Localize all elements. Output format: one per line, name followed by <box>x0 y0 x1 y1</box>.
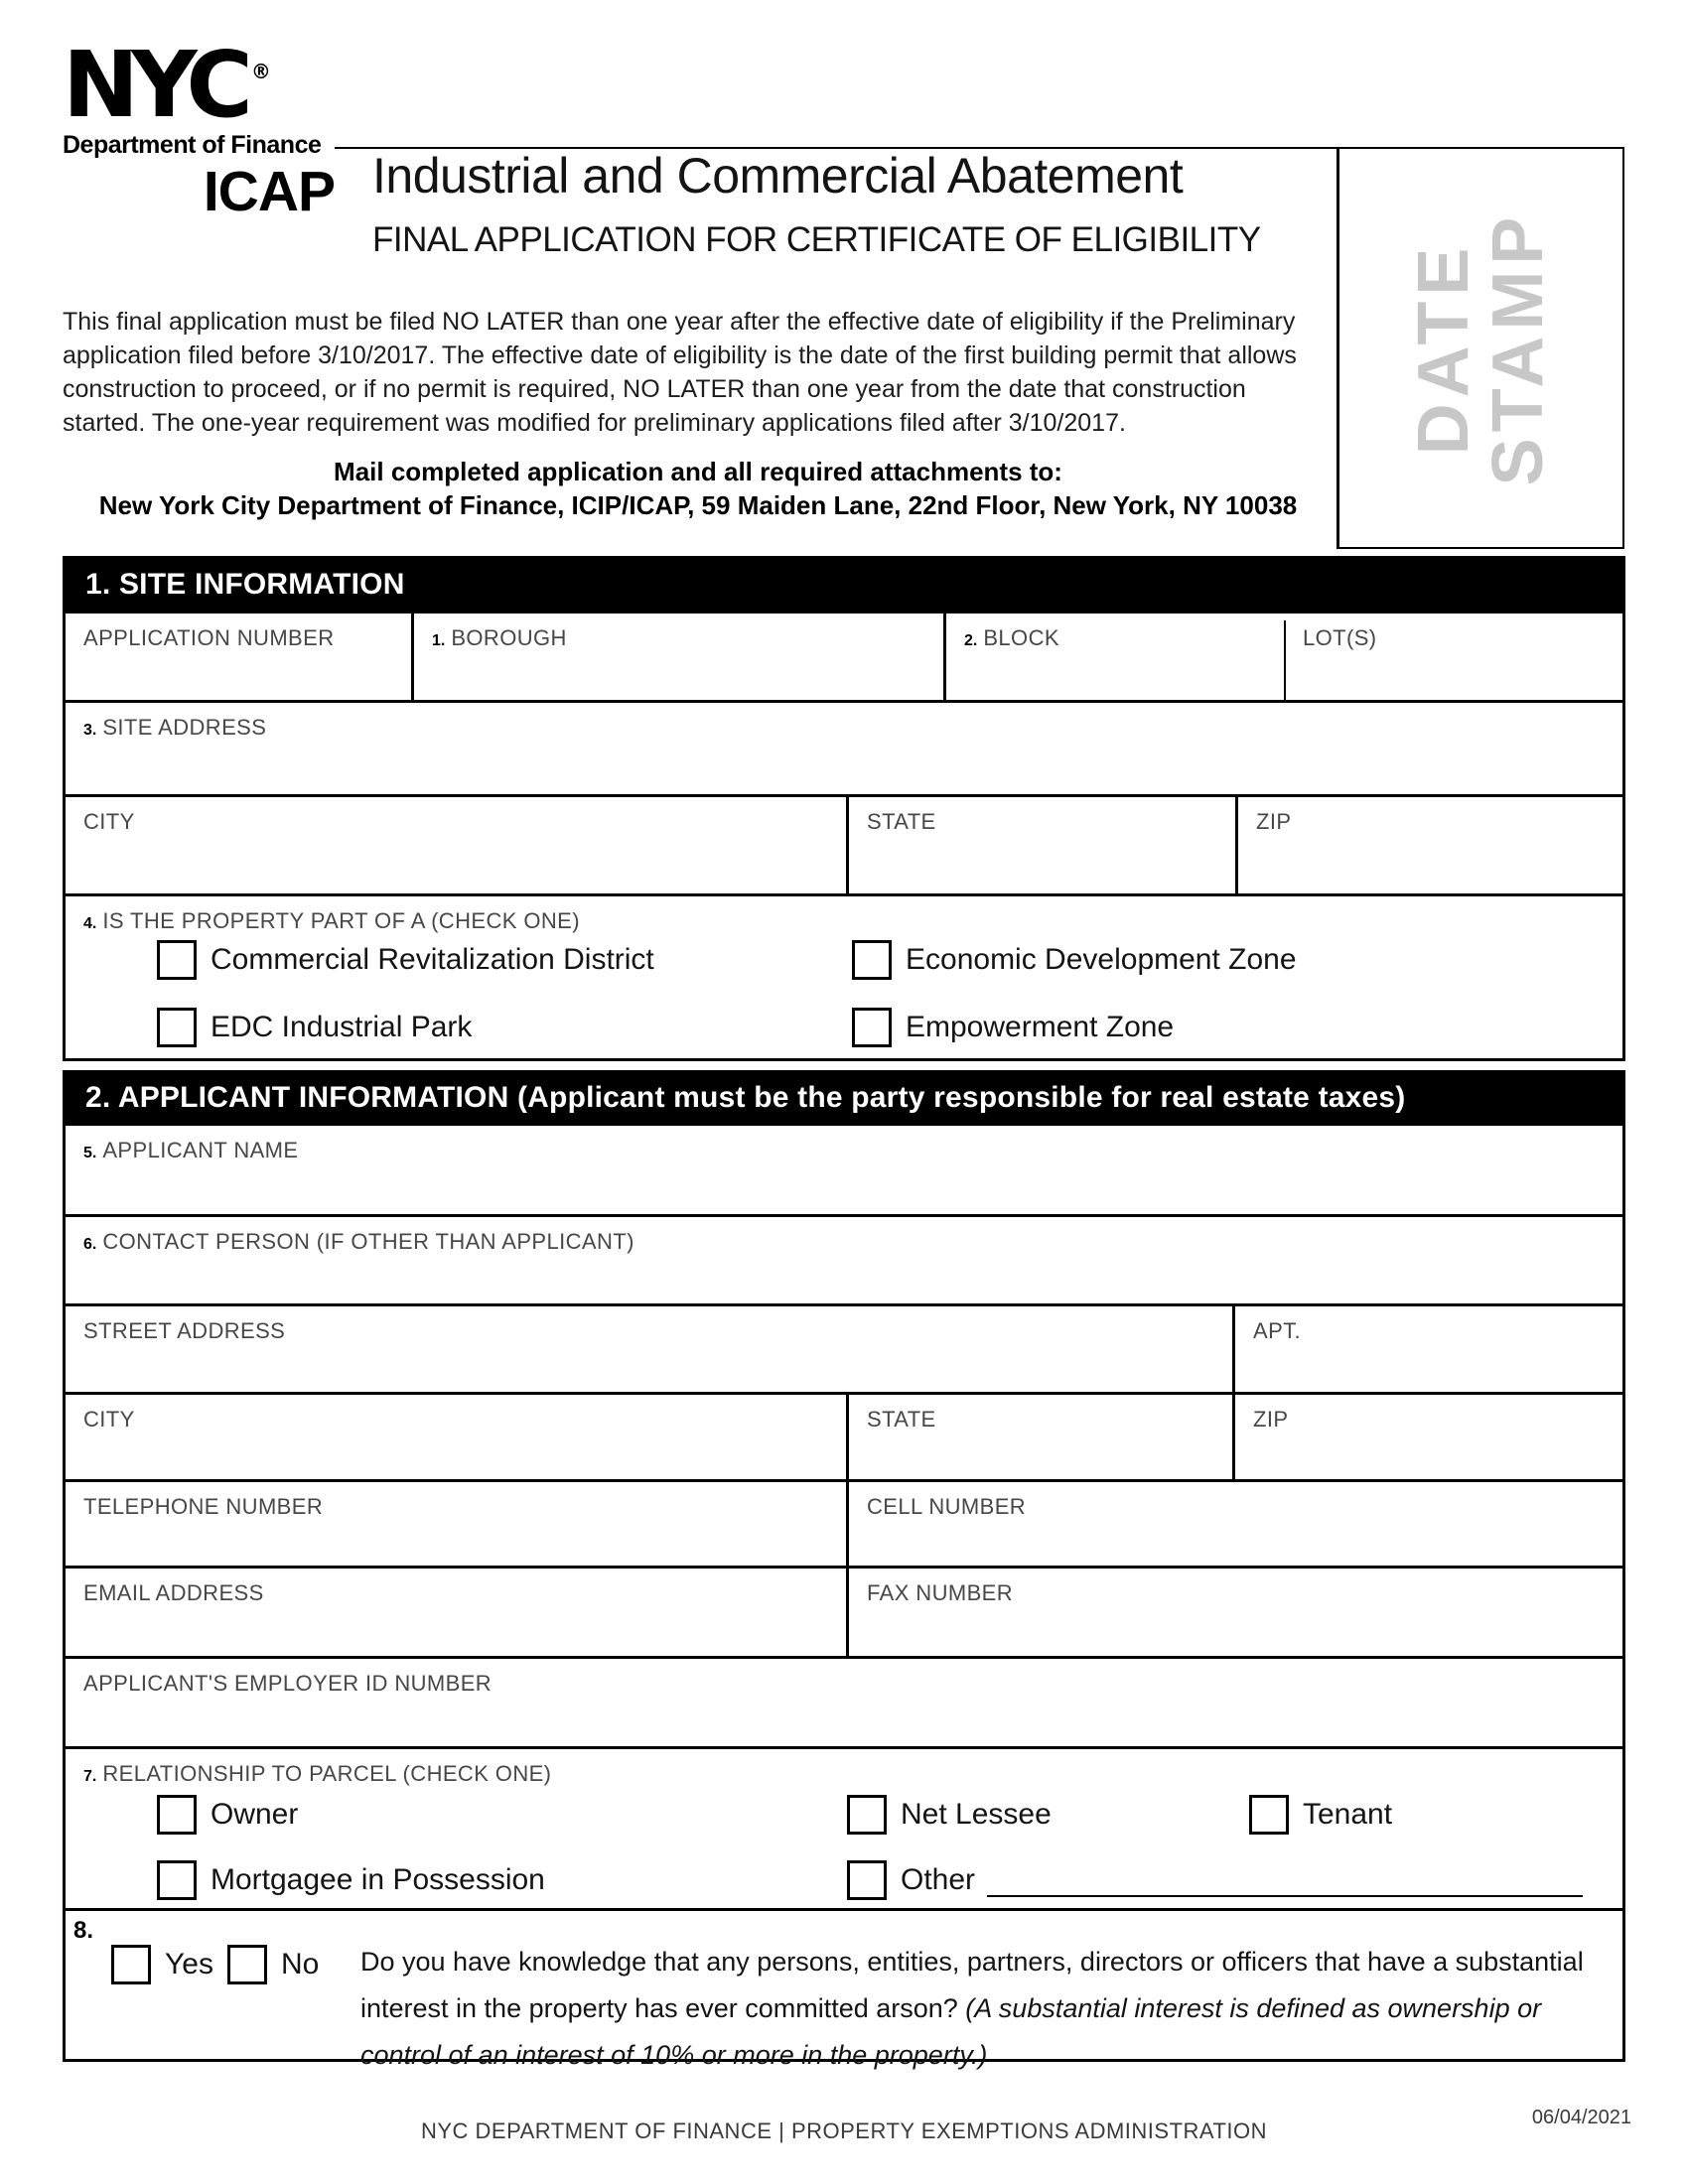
field-applicant-name[interactable] <box>66 1126 1622 1214</box>
nyc-logo-text: NYC <box>63 32 245 138</box>
contact-person-row <box>66 1214 1622 1303</box>
option-label: Commercial Revitalization District <box>211 943 654 976</box>
mail-address-line: New York City Department of Finance, ICIP/ICAP, 59 Maiden Lane, 22nd Floor, New York, NY 10038 <box>98 490 1298 520</box>
question4-row <box>66 893 1622 1058</box>
option-label: Yes <box>165 1948 213 1980</box>
checkbox-other[interactable] <box>847 1860 887 1900</box>
program-acronym: ICAP <box>203 160 335 223</box>
field-number: 8. <box>73 1917 94 1944</box>
field-label: STATE <box>867 1407 936 1432</box>
field-label: EMAIL ADDRESS <box>83 1580 264 1605</box>
option-label: Other <box>901 1863 976 1896</box>
field-label: ZIP <box>1256 809 1292 834</box>
option-label: Tenant <box>1303 1798 1393 1831</box>
checkbox-edc-industrial-park[interactable] <box>157 1008 197 1047</box>
form-title: Industrial and Commercial Abatement <box>372 148 1184 204</box>
option-label: Economic Development Zone <box>906 943 1297 976</box>
field-number: 3. <box>83 722 97 739</box>
question8-line <box>360 2032 1661 2079</box>
email-row <box>66 1566 1622 1656</box>
option-other <box>847 1860 1583 1900</box>
field-lots[interactable] <box>1285 614 1622 700</box>
field-block[interactable] <box>943 614 1285 700</box>
instructions-line: construction to proceed, or if no permit is required, NO LATER than one year from the date that construction <box>63 375 1246 403</box>
nyc-dof-logo <box>63 32 322 160</box>
street-address-row <box>66 1303 1622 1392</box>
applicant-name-row <box>66 1123 1622 1214</box>
question8-line <box>360 1939 1661 1985</box>
field-label: APPLICANT NAME <box>102 1138 299 1162</box>
option-yes <box>111 1945 213 1984</box>
checkbox-no[interactable] <box>227 1945 267 1984</box>
field-label: APPLICATION NUMBER <box>83 625 335 650</box>
date-stamp-watermark <box>1403 210 1558 485</box>
field-label: TELEPHONE NUMBER <box>83 1494 324 1519</box>
field-label: CELL NUMBER <box>867 1494 1027 1519</box>
question8-line2-italic-text: (A substantial interest is defined as ownership or <box>965 1993 1542 2023</box>
field-number: 4. <box>83 915 97 932</box>
field-street-address[interactable] <box>66 1306 1232 1392</box>
checkbox-yes[interactable] <box>111 1945 151 1984</box>
date-stamp-line1: DATE <box>1403 241 1483 455</box>
field-number: 6. <box>83 1236 97 1253</box>
question8-arson <box>66 1911 1622 2070</box>
checkbox-net-lessee[interactable] <box>847 1795 887 1835</box>
section2-header-bar <box>66 1073 1622 1123</box>
field-label: CITY <box>83 809 135 834</box>
option-edc-industrial-park <box>157 1008 472 1047</box>
question7-row <box>66 1746 1622 1908</box>
mail-instruction-line: Mail completed application and all required attachments to: <box>334 457 1062 486</box>
field-contact-person[interactable] <box>66 1217 1622 1303</box>
option-label: Owner <box>211 1798 299 1831</box>
field-site-state[interactable] <box>846 797 1235 893</box>
field-label: IS THE PROPERTY PART OF A (CHECK ONE) <box>102 908 580 933</box>
checkbox-economic-development-zone[interactable] <box>852 940 892 980</box>
checkbox-empowerment-zone[interactable] <box>852 1008 892 1047</box>
nyc-logo-wordmark <box>63 32 321 138</box>
registered-trademark-icon: ® <box>250 60 271 83</box>
date-stamp-line2: STAMP <box>1477 210 1558 485</box>
applicant-city-row <box>66 1392 1622 1479</box>
option-commercial-revitalization-district <box>157 940 654 980</box>
field-label: BLOCK <box>983 625 1059 650</box>
footer-agency-line: NYC DEPARTMENT OF FINANCE | PROPERTY EXEMPTIONS ADMINISTRATION <box>420 2118 1268 2143</box>
section1-header-bar <box>66 559 1622 611</box>
question4-property-part-of <box>66 896 1622 1058</box>
section2-applicant-information <box>63 1070 1625 2070</box>
field-number: 7. <box>83 1768 97 1785</box>
site-row-1 <box>66 611 1622 700</box>
site-row-3 <box>66 794 1622 893</box>
field-email-address[interactable] <box>66 1569 846 1656</box>
footer-revision-date: 06/04/2021 <box>1531 2107 1631 2128</box>
field-applicant-city[interactable] <box>66 1395 846 1479</box>
option-label: Empowerment Zone <box>906 1011 1175 1043</box>
field-label: CONTACT PERSON (IF OTHER THAN APPLICANT) <box>102 1229 634 1254</box>
field-label: CITY <box>83 1407 135 1432</box>
logo-department-name: Department of Finance <box>63 131 322 159</box>
option-net-lessee <box>847 1795 1052 1835</box>
option-label: No <box>281 1948 320 1980</box>
field-number: 2. <box>964 632 978 649</box>
field-site-address[interactable] <box>66 703 1622 794</box>
section1-title: 1. SITE INFORMATION <box>85 568 405 601</box>
mailing-instructions <box>63 455 1334 522</box>
field-label: STREET ADDRESS <box>83 1318 286 1343</box>
field-label: RELATIONSHIP TO PARCEL (CHECK ONE) <box>102 1761 552 1786</box>
field-label: FAX NUMBER <box>867 1580 1014 1605</box>
field-fax-number[interactable] <box>846 1569 1622 1656</box>
question8-line3-italic-text: control of an interest of 10% or more in the property.) <box>360 2040 988 2070</box>
other-write-in-line[interactable] <box>987 1863 1583 1897</box>
question7-relationship-to-parcel <box>66 1749 1622 1908</box>
date-stamp-box <box>1336 147 1624 549</box>
field-site-zip[interactable] <box>1235 797 1622 893</box>
field-label: SITE ADDRESS <box>102 715 267 740</box>
field-label: APT. <box>1253 1318 1302 1343</box>
option-tenant <box>1249 1795 1392 1835</box>
filing-instructions <box>63 305 1324 440</box>
question8-row <box>66 1908 1622 2070</box>
question8-line <box>360 1985 1661 2032</box>
option-label: Net Lessee <box>901 1798 1052 1831</box>
field-cell-number[interactable] <box>846 1482 1622 1566</box>
checkbox-tenant[interactable] <box>1249 1795 1289 1835</box>
instructions-line: started. The one-year requirement was modified for preliminary applications filed after 3/10/2017. <box>63 409 1126 437</box>
field-application-number[interactable] <box>66 614 411 700</box>
option-label: Mortgagee in Possession <box>211 1863 545 1896</box>
field-apt[interactable] <box>1232 1306 1622 1392</box>
option-owner <box>157 1795 298 1835</box>
field-borough[interactable] <box>411 614 943 700</box>
field-telephone-number[interactable] <box>66 1482 846 1566</box>
instructions-line: application filed before 3/10/2017. The effective date of eligibility is the date of the first building permit that allows <box>63 341 1297 369</box>
section1-site-information <box>63 556 1625 1061</box>
checkbox-mortgagee-in-possession[interactable] <box>157 1860 197 1900</box>
field-label: ZIP <box>1253 1407 1289 1432</box>
option-economic-development-zone <box>852 940 1297 980</box>
field-number: 5. <box>83 1145 97 1161</box>
site-row-2 <box>66 700 1622 794</box>
employer-id-row <box>66 1656 1622 1746</box>
question8-text <box>360 1939 1661 2079</box>
phone-row <box>66 1479 1622 1566</box>
field-applicant-zip[interactable] <box>1232 1395 1622 1479</box>
field-employer-id-number[interactable] <box>66 1659 1622 1746</box>
option-mortgagee-in-possession <box>157 1860 545 1900</box>
field-label: BOROUGH <box>451 625 567 650</box>
checkbox-owner[interactable] <box>157 1795 197 1835</box>
option-no <box>227 1945 319 1984</box>
option-empowerment-zone <box>852 1008 1174 1047</box>
question8-line1-text: Do you have knowledge that any persons, entities, partners, directors or officers that have a substantial <box>360 1947 1584 1977</box>
field-site-city[interactable] <box>66 797 846 893</box>
form-subtitle: FINAL APPLICATION FOR CERTIFICATE OF ELIGIBILITY <box>372 220 1261 259</box>
section2-title: 2. APPLICANT INFORMATION (Applicant must be the party responsible for real estate taxes) <box>85 1081 1406 1114</box>
option-label: EDC Industrial Park <box>211 1011 473 1043</box>
field-label: LOT(S) <box>1303 625 1377 650</box>
field-label: STATE <box>867 809 936 834</box>
field-number: 1. <box>432 632 446 649</box>
question8-line2-normal-text: interest in the property has ever committed arson? <box>360 1993 966 2023</box>
checkbox-commercial-revitalization-district[interactable] <box>157 940 197 980</box>
instructions-line: This final application must be filed NO LATER than one year after the effective date of eligibility if the Preliminary <box>63 308 1296 336</box>
field-applicant-state[interactable] <box>846 1395 1232 1479</box>
field-label: APPLICANT'S EMPLOYER ID NUMBER <box>83 1671 492 1696</box>
